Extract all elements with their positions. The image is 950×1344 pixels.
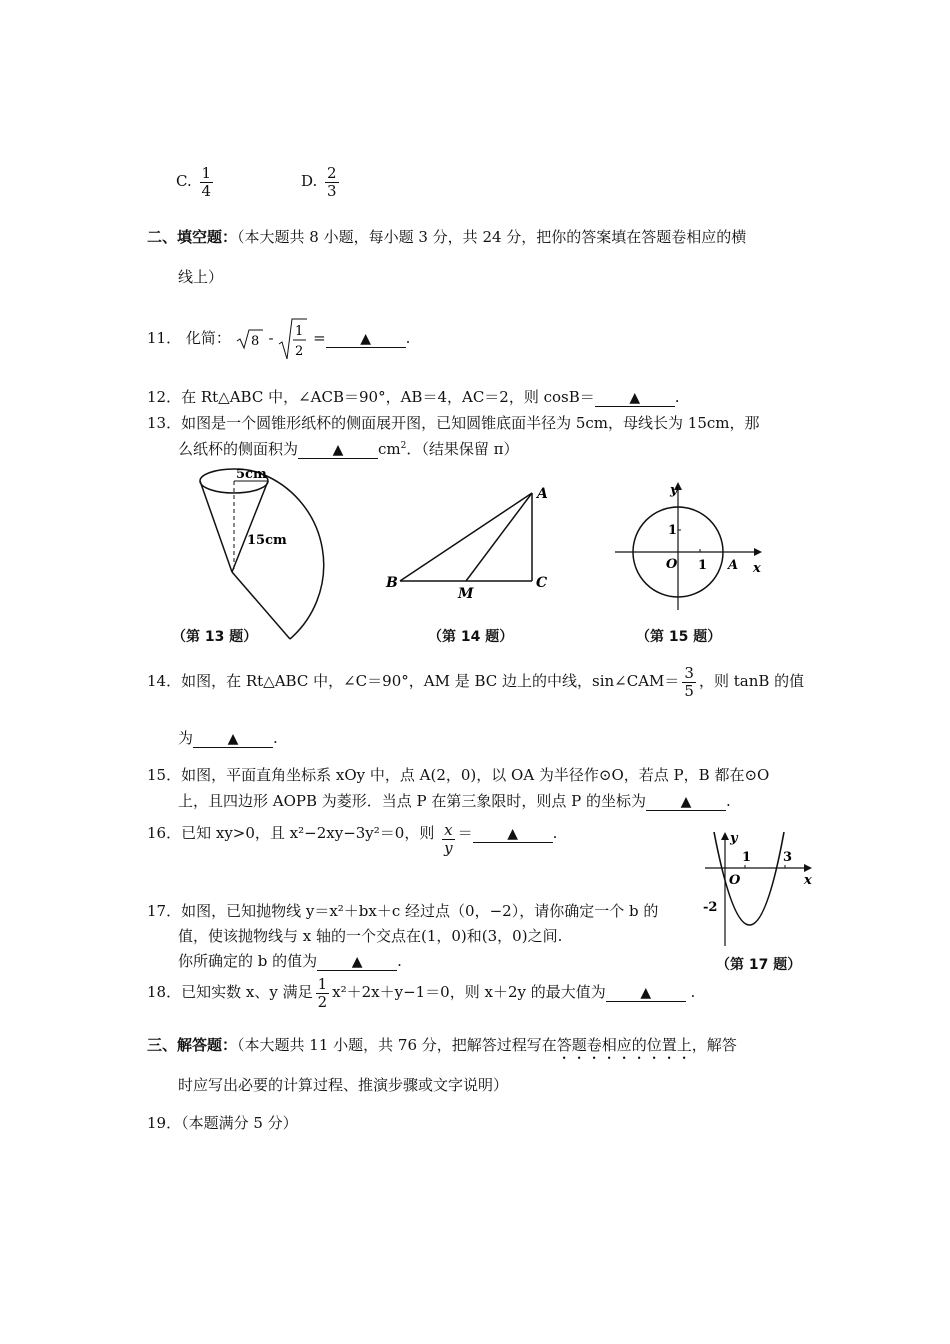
section3-header xyxy=(147,1034,737,1063)
q13-number: 13． xyxy=(147,414,182,432)
figure-15 xyxy=(610,476,770,616)
section2-title: 二、填空题： xyxy=(147,228,238,246)
side-ab xyxy=(400,493,532,581)
question-13-line2 xyxy=(178,438,519,459)
q12-answer-blank: ▲ xyxy=(595,390,675,407)
question-15-line2 xyxy=(178,790,731,811)
question-19 xyxy=(147,1112,298,1133)
label-3: 3 xyxy=(783,850,793,865)
section2-header xyxy=(147,226,746,247)
q14-text-a: 如图，在 Rt△ABC 中，∠C＝90°，AM 是 BC 边上的中线，sin∠CAM＝ xyxy=(181,672,680,690)
q12-end: . xyxy=(674,388,680,406)
label-x: x xyxy=(804,873,812,888)
q11-minus: - xyxy=(268,329,274,347)
label-x1: 1 xyxy=(698,558,708,573)
q17-number: 17． xyxy=(147,902,182,920)
y-axis-arrow xyxy=(721,832,729,840)
q18-text-b: x²＋2x＋y−1＝0，则 x＋2y 的最大值为 xyxy=(332,983,606,1001)
q13-answer-blank: ▲ xyxy=(298,442,378,459)
q17-line3: 你所确定的 b 的值为 xyxy=(178,952,318,970)
figure-13 xyxy=(170,462,340,652)
q18-text-a: 已知实数 x、y 满足 xyxy=(181,983,313,1001)
q13-line2-c: ．（结果保留 π） xyxy=(406,440,519,458)
section3-title: 三、解答题： xyxy=(147,1036,238,1054)
label-origin: O xyxy=(729,873,741,888)
q16-end: . xyxy=(552,824,558,842)
option-d-label: D. xyxy=(301,172,318,190)
q14-line2: 为 xyxy=(178,729,194,747)
section3-desc-line2: 时应写出必要的计算过程、推演步骤或文字说明） xyxy=(178,1076,509,1094)
section2-desc-line1: （本大题共 8 小题，每小题 3 分，共 24 分，把你的答案填在答题卷相应的横 xyxy=(237,228,747,246)
q13-line2-b: cm xyxy=(378,440,401,458)
q15-line1: 如图，平面直角坐标系 xOy 中，点 A(2，0)，以 OA 为半径作⊙O，若点 P，B 都在⊙O xyxy=(181,766,770,784)
section3-desc-emphasis: 答题卷相应的位置上 xyxy=(556,1036,692,1054)
q14-text-b: ，则 tanB 的值 xyxy=(698,672,805,690)
q11-equals: = xyxy=(313,329,326,347)
q11-end: . xyxy=(405,329,411,347)
label-y: y xyxy=(670,483,678,498)
q15-answer-blank: ▲ xyxy=(646,794,726,811)
q17-line1: 如图，已知抛物线 y＝x²＋bx＋c 经过点（0，−2），请你确定一个 b 的 xyxy=(181,902,659,920)
median-am xyxy=(466,493,532,581)
label-1: 1 xyxy=(742,850,752,865)
q18-fraction: $\frac{1}{2}$ xyxy=(317,975,328,1011)
sector-arc xyxy=(262,474,324,639)
section3-desc-b: ，解答 xyxy=(691,1036,737,1054)
q17-answer-blank: ▲ xyxy=(317,954,397,971)
sqrt-half-num: 1 xyxy=(295,324,304,339)
x-axis-arrow xyxy=(754,548,762,556)
q16-text: 已知 xy>0，且 x²−2xy−3y²＝0，则 xyxy=(181,824,435,842)
sqrt-8-radicand: 8 xyxy=(250,334,259,349)
q14-end: . xyxy=(273,729,278,747)
question-14-line1 xyxy=(147,665,804,699)
sqrt-8 xyxy=(236,327,264,351)
label-15cm: 15cm xyxy=(247,533,287,548)
q16-number: 16． xyxy=(147,824,182,842)
q11-number: 11． xyxy=(147,329,182,347)
question-17-line3 xyxy=(178,950,402,971)
label-5cm: 5cm xyxy=(236,467,267,482)
q15-end: . xyxy=(726,792,731,810)
label-x: x xyxy=(753,561,761,576)
label-origin: O xyxy=(666,557,678,572)
label-y: y xyxy=(730,831,738,846)
option-c-label: C. xyxy=(176,172,192,190)
section3-desc-a: （本大题共 11 小题，共 76 分，把解答过程写在 xyxy=(237,1036,557,1054)
q17-end: . xyxy=(397,952,402,970)
section2-desc-line2: 线上） xyxy=(178,268,224,286)
q16-fraction: $\frac{x}{y}$ xyxy=(444,821,453,857)
question-15-line1 xyxy=(147,764,769,785)
q11-answer-blank: ▲ xyxy=(326,331,406,348)
q13-line1: 如图是一个圆锥形纸杯的侧面展开图，已知圆锥底面半径为 5cm，母线长为 15cm，那 xyxy=(181,414,760,432)
label-y1: 1 xyxy=(668,523,678,538)
option-c-fraction: $\frac{1}{4}$ xyxy=(201,164,212,200)
q14-number: 14． xyxy=(147,672,182,690)
option-c xyxy=(176,165,216,199)
label-minus2: -2 xyxy=(703,900,718,915)
q11-text: 化简： xyxy=(185,329,231,347)
q15-number: 15． xyxy=(147,766,182,784)
q18-answer-blank: ▲ xyxy=(606,985,686,1002)
question-16 xyxy=(147,822,557,856)
option-d xyxy=(301,165,342,199)
q16-answer-blank: ▲ xyxy=(473,826,553,843)
question-13-line1 xyxy=(147,412,760,433)
question-11 xyxy=(147,316,410,362)
q15-line2: 上，且四边形 AOPB 为菱形．当点 P 在第三象限时，则点 P 的坐标为 xyxy=(178,792,647,810)
sqrt-half-den: 2 xyxy=(295,344,304,359)
q18-end: . xyxy=(690,983,696,1001)
question-12 xyxy=(147,386,680,407)
figure-14 xyxy=(382,480,552,605)
q12-text: 在 Rt△ABC 中，∠ACB＝90°，AB＝4，AC＝2，则 cosB＝ xyxy=(181,388,595,406)
sqrt-half xyxy=(278,316,308,362)
q16-equals: ＝ xyxy=(457,824,473,842)
caption-fig17: （第 17 题） xyxy=(716,957,802,973)
question-17-line2: 值，使该抛物线与 x 轴的一个交点在(1，0)和(3，0)之间. xyxy=(178,927,563,945)
q13-line2-a: 么纸杯的侧面积为 xyxy=(178,440,299,458)
q13-sup: 2 xyxy=(400,441,407,451)
q12-number: 12． xyxy=(147,388,182,406)
q18-number: 18． xyxy=(147,983,182,1001)
q19-text: （本题满分 5 分） xyxy=(181,1114,298,1132)
point-c: C xyxy=(536,575,548,591)
x-axis-arrow xyxy=(804,864,812,872)
caption-fig14: （第 14 题） xyxy=(428,629,514,645)
caption-fig15: （第 15 题） xyxy=(636,629,722,645)
point-m: M xyxy=(458,586,474,602)
question-14-line2 xyxy=(178,727,278,748)
question-17-line1 xyxy=(147,900,658,921)
point-a: A xyxy=(537,486,548,502)
q19-number: 19． xyxy=(147,1114,182,1132)
question-18 xyxy=(147,976,695,1010)
figure-17 xyxy=(700,828,820,948)
point-b: B xyxy=(386,575,398,591)
cone-left-edge xyxy=(200,481,232,572)
caption-fig13: （第 13 题） xyxy=(172,629,258,645)
q14-answer-blank: ▲ xyxy=(193,731,273,748)
q14-fraction: $\frac{3}{5}$ xyxy=(684,664,694,700)
label-a: A xyxy=(728,558,739,573)
cone-right-edge xyxy=(232,481,268,572)
option-d-fraction: $\frac{2}{3}$ xyxy=(327,164,337,200)
